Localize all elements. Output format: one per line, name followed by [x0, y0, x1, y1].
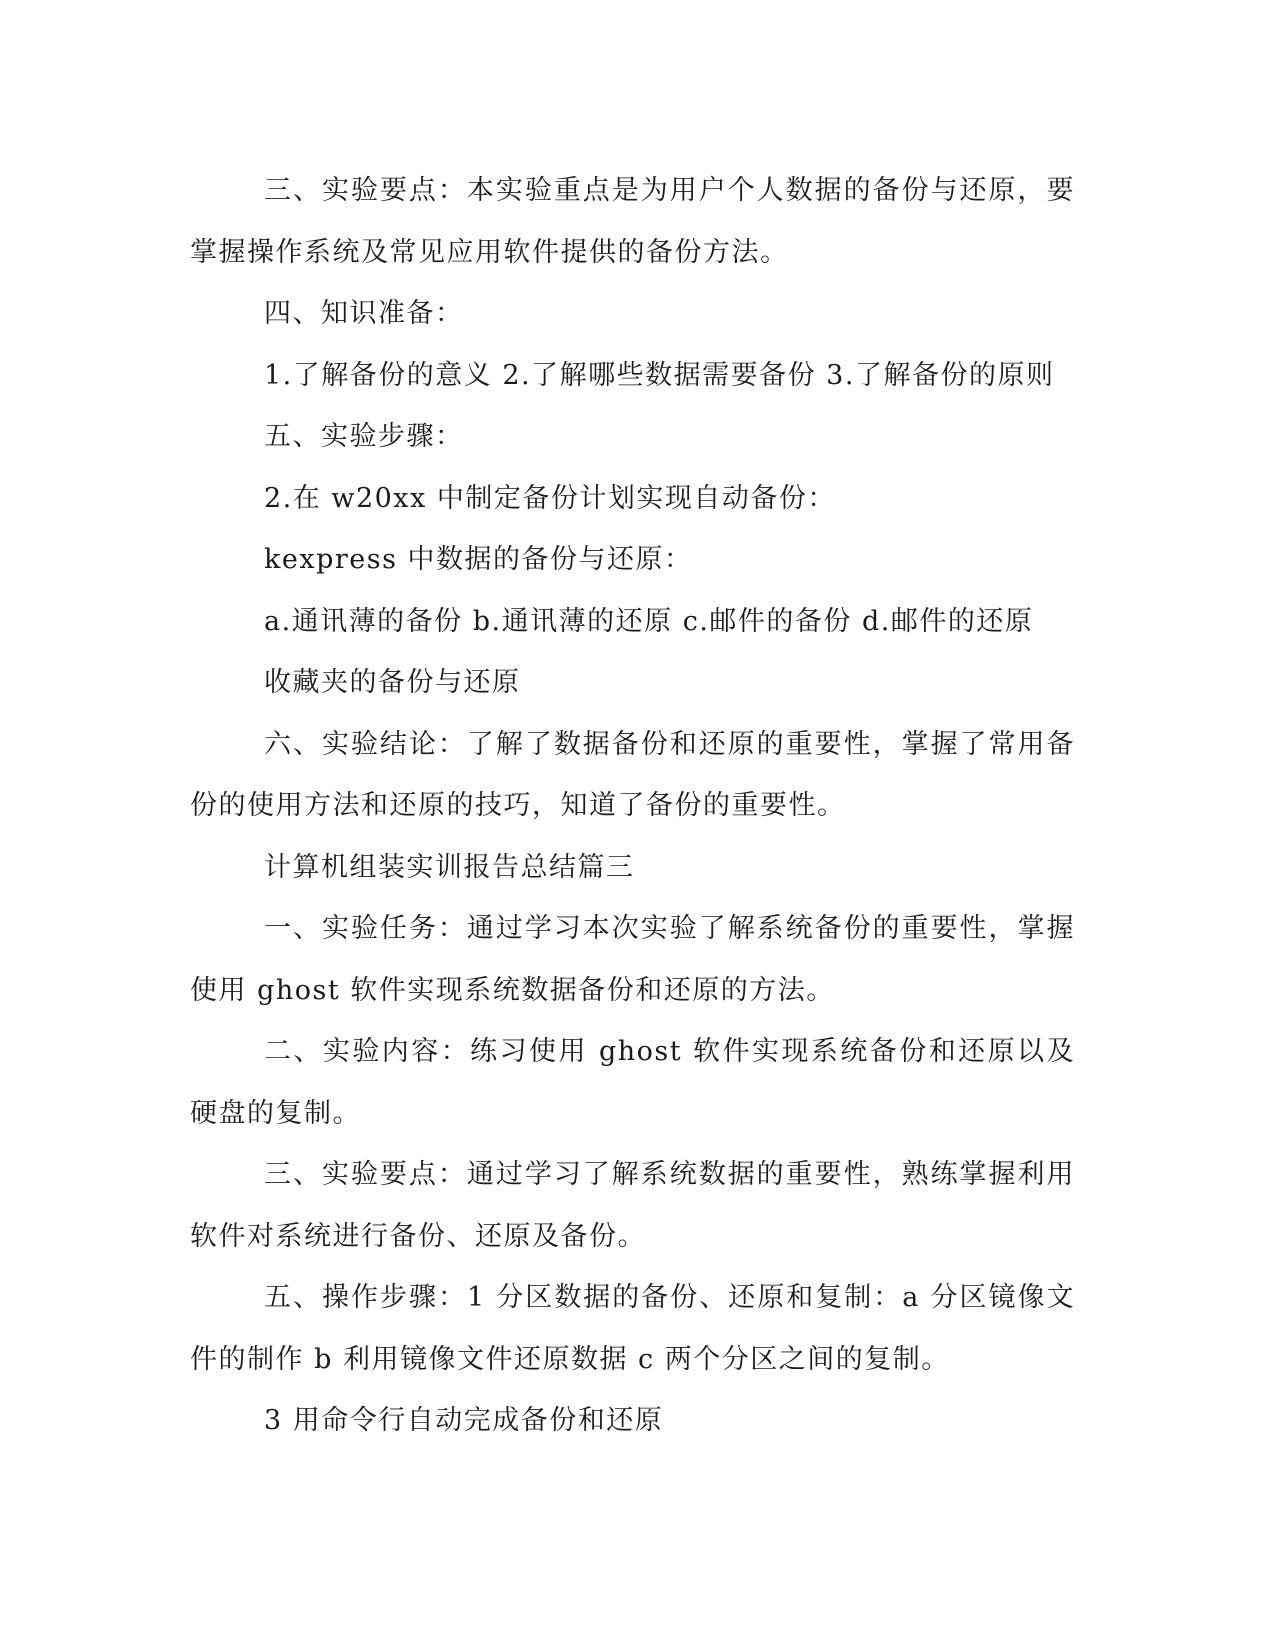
paragraph-operation-steps: 五、操作步骤：1 分区数据的备份、还原和复制：a 分区镜像文件的制作 b 利用镜像文件还原数据 c 两个分区之间的复制。 [190, 1282, 1075, 1375]
paragraph-experiment-content: 二、实验内容：练习使用 ghost 软件实现系统备份和还原以及硬盘的复制。 [190, 1036, 1075, 1129]
paragraph-step-express-backup: kexpress 中数据的备份与还原： [264, 544, 693, 575]
paragraph-experiment-key-points: 三、实验要点：本实验重点是为用户个人数据的备份与还原，要掌握操作系统及常见应用软件提供的备份方法。 [190, 175, 1075, 268]
paragraph-experiment-conclusion: 六、实验结论：了解了数据备份和还原的重要性，掌握了常用备份的使用方法和还原的技巧，知道了备份的重要性。 [190, 728, 1075, 821]
paragraph-step-favorites: 收藏夹的备份与还原 [264, 667, 521, 698]
paragraph-section-heading: 计算机组装实训报告总结篇三 [264, 851, 635, 883]
paragraph-command-line-backup: 3 用命令行自动完成备份和还原 [264, 1405, 664, 1436]
paragraph-knowledge-list: 1.了解备份的意义 2.了解哪些数据需要备份 3.了解备份的原则 [264, 359, 1055, 391]
document-body [190, 160, 1075, 1452]
paragraph-knowledge-preparation: 四、知识准备： [264, 298, 464, 329]
paragraph-step-backup-plan: 2.在 w20xx 中制定备份计划实现自动备份： [264, 482, 836, 514]
paragraph-step-express-items: a.通讯薄的备份 b.通讯薄的还原 c.邮件的备份 d.邮件的还原 [264, 605, 1034, 637]
paragraph-experiment-steps: 五、实验步骤： [264, 421, 464, 452]
paragraph-experiment-key-points-2: 三、实验要点：通过学习了解系统数据的重要性，熟练掌握利用软件对系统进行备份、还原及备份。 [190, 1159, 1075, 1252]
paragraph-experiment-task: 一、实验任务：通过学习本次实验了解系统备份的重要性，掌握使用 ghost 软件实现系统数据备份和还原的方法。 [190, 913, 1075, 1006]
